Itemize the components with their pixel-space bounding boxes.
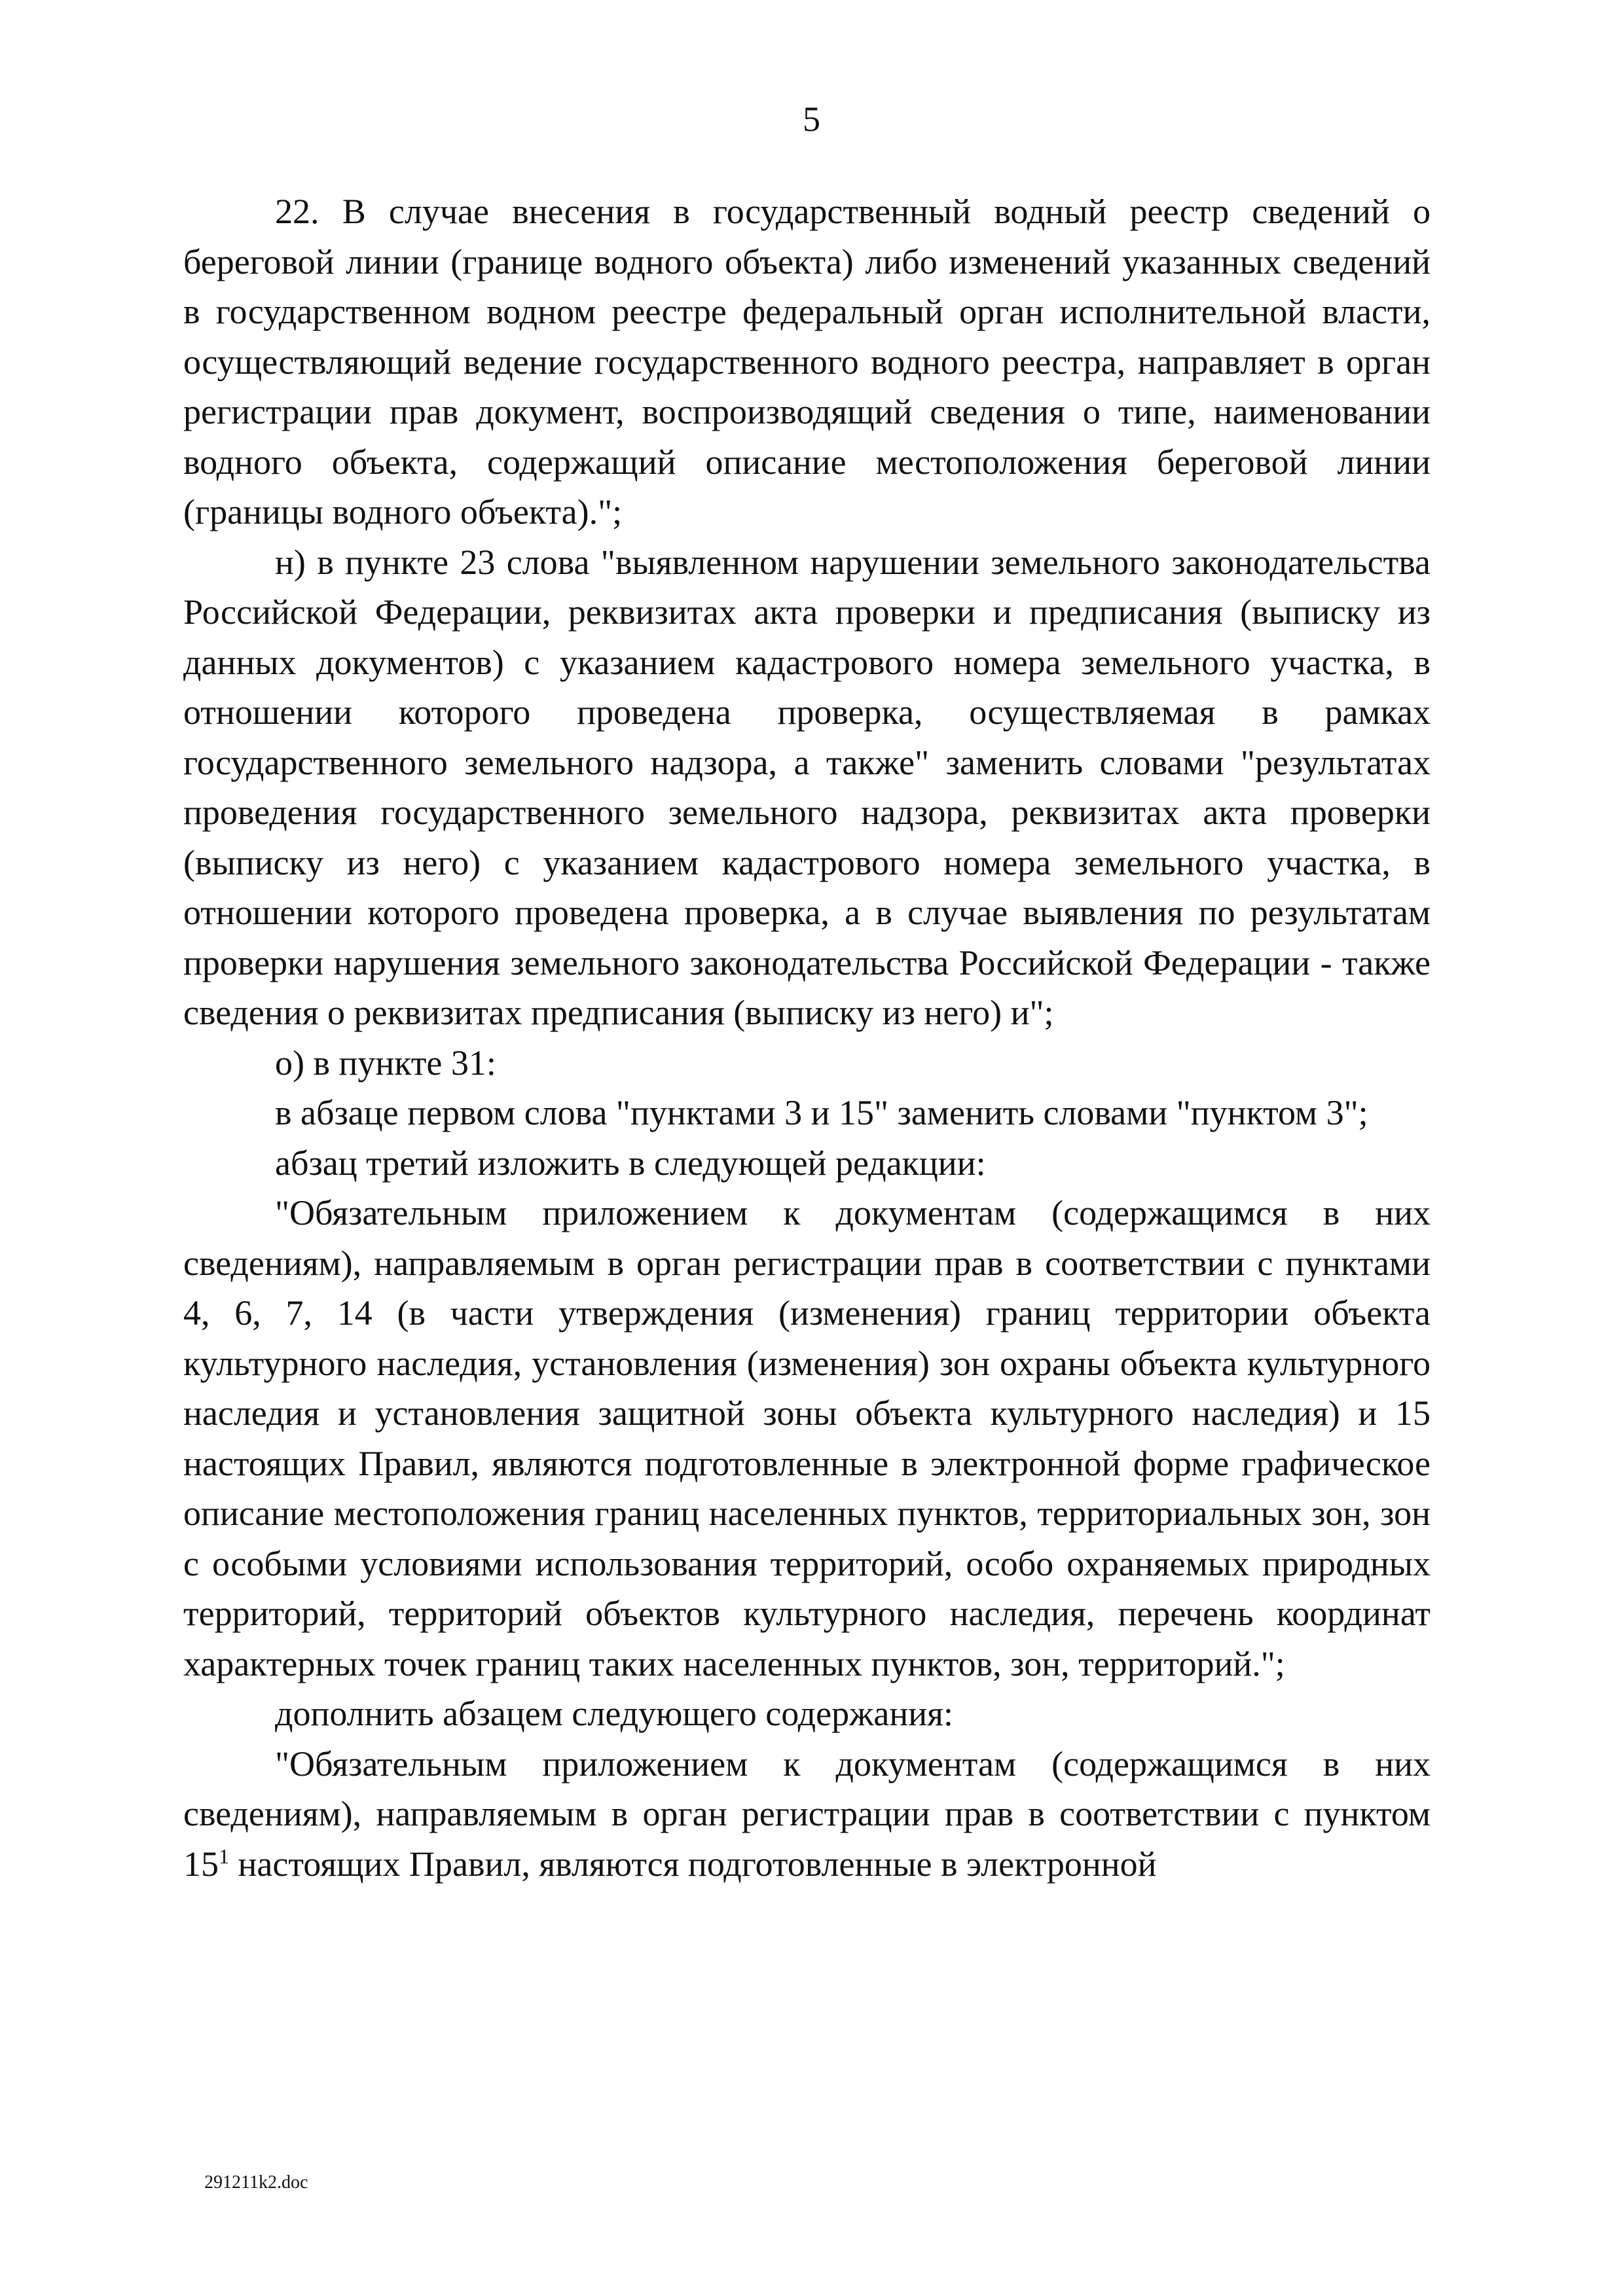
paragraph-n: н) в пункте 23 слова "выявленном нарушении земельного законодательства Российской Федерации, реквизитах акта проверки и предписания (выписку из данных документов) с указанием кадастрового номера земельного участка, в отношении которого проведена проверка, осуществляемая в рамках государственного земельного надзора, а также" заменить словами "результатах проведения государственного земельного надзора, реквизитах акта проверки (выписку из него) с указанием кадастрового номера земельного участка, в отношении которого проведена проверка, а в случае выявления по результатам проверки нарушения земельного законодательства Российской Федерации - также сведения о реквизитах предписания (выписку из него) и"; [183, 542, 1431, 1032]
paragraph-added-abzac-text [183, 1739, 1431, 1890]
paragraph-22: 22. В случае внесения в государственный водный реестр сведений о береговой линии (границе водного объекта) либо изменений указанных сведений в государственном водном реестре федеральный орган исполнительной власти, осуществляющий ведение государственного водного реестра, направляет в орган регистрации прав документ, воспроизводящий сведения о типе, наименовании водного объекта, содержащий описание местоположения береговой линии (границы водного объекта)."; [183, 192, 1431, 531]
page-number: 5 [803, 99, 820, 139]
paragraph-o-third-abzac: абзац третий изложить в следующей редакции: [275, 1143, 986, 1183]
added-text-part-1: "Обязательным приложением к документам (содержащимся в них сведениям), направляемым в орган регистрации прав в соответствии с пунктом 15 [183, 1744, 1431, 1884]
superscript-one: 1 [219, 1844, 229, 1868]
paragraph-o-third-abzac-text: "Обязательным приложением к документам (содержащимся в них сведениям), направляемым в орган регистрации прав в соответствии с пунктами 4, 6, 7, 14 (в части утверждения (изменения) границ территории объекта культурного наследия, установления (изменения) зон охраны объекта культурного наследия и установления защитной зоны объекта культурного наследия) и 15 настоящих Правил, являются подготовленные в электронной форме графическое описание местоположения границ населенных пунктов, территориальных зон, зон с особыми условиями использования территорий, особо охраняемых природных территорий, территорий объектов культурного наследия, перечень координат характерных точек границ таких населенных пунктов, зон, территорий."; [183, 1193, 1431, 1683]
file-name-footer: 291211k2.doc [204, 2172, 308, 2193]
added-text-part-2: настоящих Правил, являются подготовленные в электронной [229, 1844, 1157, 1884]
document-body [183, 187, 1431, 1889]
paragraph-o-first-abzac: в абзаце первом слова "пунктами 3 и 15" заменить словами "пунктом 3"; [275, 1093, 1368, 1132]
paragraph-o: о) в пункте 31: [275, 1043, 496, 1083]
paragraph-add-abzac: дополнить абзацем следующего содержания: [275, 1694, 954, 1733]
